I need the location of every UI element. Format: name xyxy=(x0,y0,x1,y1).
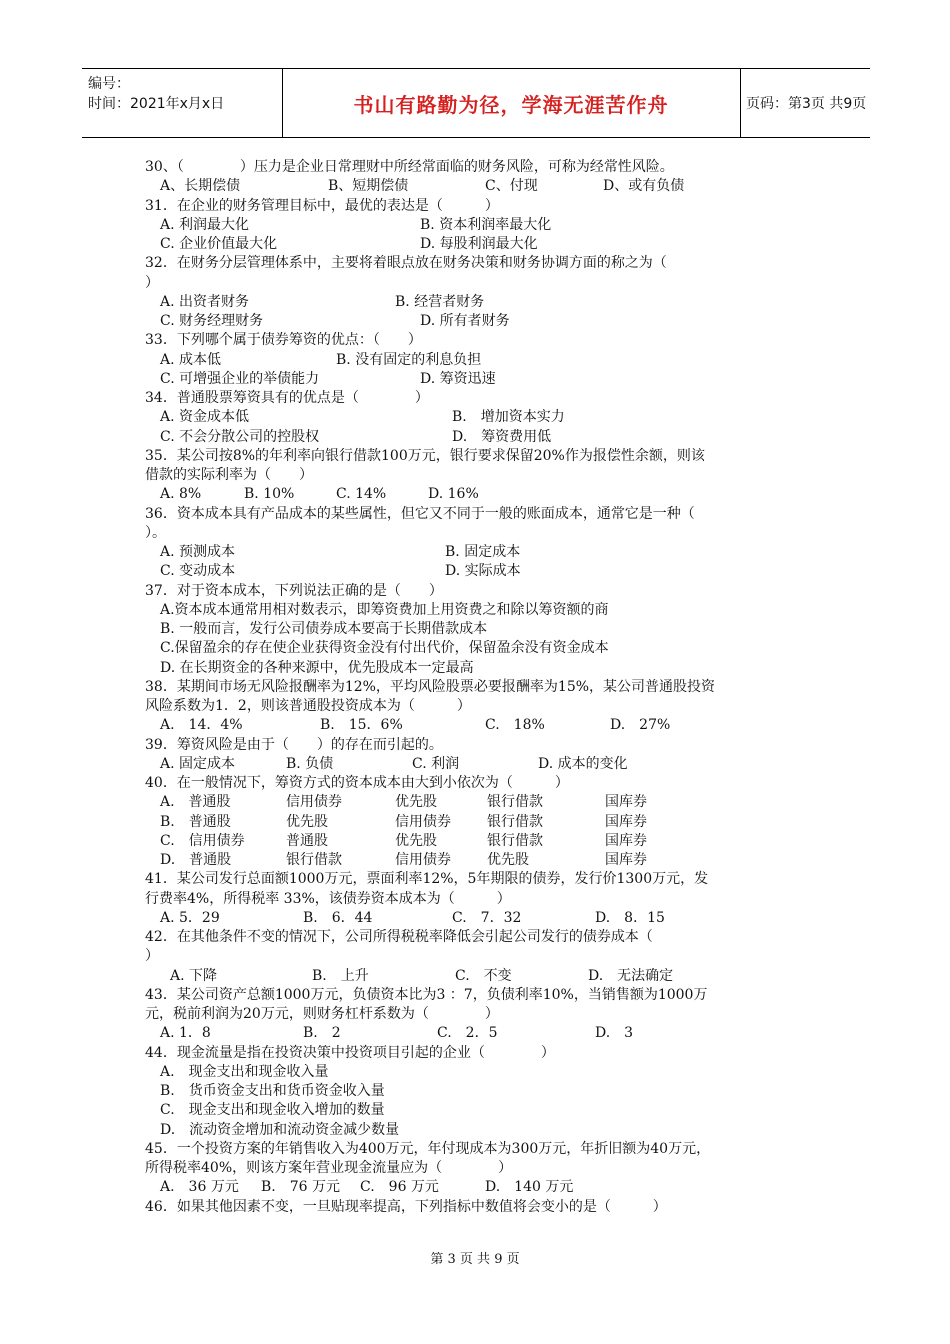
question-line: 42．在其他条件不变的情况下，公司所得税税率降低会引起公司发行的债券成本（ xyxy=(145,929,653,945)
option-text: 信用债券 xyxy=(286,794,342,811)
option-text: 优先股 xyxy=(395,794,437,811)
option-text: C. 7．32 xyxy=(452,909,522,926)
question-line: 借款的实际利率为（ ） xyxy=(145,467,313,483)
option-text: A. 36 万元 xyxy=(160,1179,239,1196)
question-line: 30、（ ）压力是企业日常理财中所经常面临的财务风险，可称为经常性风险。 xyxy=(145,159,674,175)
option-text: B. 普通股 xyxy=(160,813,231,830)
option-text: A. 1．8 xyxy=(160,1025,211,1042)
option-text: C. 不会分散公司的控股权 xyxy=(160,428,320,445)
option-text: C. 信用债券 xyxy=(160,832,245,849)
option-text: A. 资金成本低 xyxy=(160,409,250,426)
date-label: 时间：2021年x月x日 xyxy=(88,96,225,112)
option-text: D. 3 xyxy=(595,1025,634,1042)
option-text: 优先股 xyxy=(286,813,328,830)
option-row xyxy=(145,177,815,196)
question-line: 45．一个投资方案的年销售收入为400万元，年付现成本为300万元，年折旧额为40万元， xyxy=(145,1140,711,1157)
option-text: A. 预测成本 xyxy=(160,544,236,560)
question-line: 38．某期间市场无风险报酬率为12%，平均风险股票必要报酬率为15%，某公司普通股投资 xyxy=(145,678,716,695)
option-text: 优先股 xyxy=(395,832,437,849)
question-line: ） xyxy=(145,948,159,965)
header-left-cell xyxy=(82,69,283,137)
option-row xyxy=(145,543,815,562)
question-line: ）。 xyxy=(145,524,166,541)
option-text: D、或有负债 xyxy=(603,178,685,195)
question-line: C. 现金支出和现金收入增加的数量 xyxy=(160,1102,385,1119)
option-text: C. 96 万元 xyxy=(360,1179,439,1196)
option-text: 普通股 xyxy=(286,832,328,849)
option-text: 银行借款 xyxy=(487,813,543,830)
question-line: 34．普通股票筹资具有的优点是（ ） xyxy=(145,390,429,406)
option-text: D. 无法确定 xyxy=(588,967,674,984)
option-text: A. 出资者财务 xyxy=(160,293,250,310)
option-text: D. 所有者财务 xyxy=(420,313,510,329)
option-text: 国库券 xyxy=(605,813,647,830)
question-line: A. 现金支出和现金收入量 xyxy=(160,1063,329,1080)
option-text: D. 140 万元 xyxy=(485,1179,574,1196)
option-row xyxy=(145,832,815,851)
motto-text: 书山有路勤为径，学海无涯苦作舟 xyxy=(353,92,669,117)
option-text: D. 16% xyxy=(428,486,479,503)
question-line: 40．在一般情况下，筹资方式的资本成本由大到小依次为（ ） xyxy=(145,775,569,791)
question-line: ） xyxy=(145,274,159,291)
option-text: D. 8．15 xyxy=(595,909,665,926)
question-line: 37．对于资本成本，下列说法正确的是（ ） xyxy=(145,582,443,599)
option-text: 信用债券 xyxy=(395,852,451,868)
option-row xyxy=(145,716,815,735)
option-text: B. 没有固定的利息负担 xyxy=(336,351,482,368)
option-text: B. 6．44 xyxy=(303,909,373,926)
question-line: 所得税率40%，则该方案年营业现金流量应为（ ） xyxy=(145,1160,513,1176)
option-text: C. 14% xyxy=(336,486,387,503)
question-line: 31．在企业的财务管理目标中，最优的表达是（ ） xyxy=(145,197,499,214)
header-motto-cell xyxy=(282,69,741,137)
option-row xyxy=(145,370,815,389)
option-text: D. 实际成本 xyxy=(445,563,521,580)
option-text: 国库券 xyxy=(605,794,647,811)
option-text: D. 27% xyxy=(610,717,671,734)
option-text: A. 固定成本 xyxy=(160,755,236,772)
question-line: C.保留盈余的存在使企业获得资金没有付出代价，保留盈余没有资金成本 xyxy=(160,640,609,657)
question-line: D. 流动资金增加和流动资金减少数量 xyxy=(160,1121,400,1138)
question-content xyxy=(145,158,815,1217)
option-row xyxy=(145,485,815,504)
option-row xyxy=(145,813,815,832)
option-text: 信用债券 xyxy=(395,813,451,830)
option-text: A. 利润最大化 xyxy=(160,216,250,233)
option-row xyxy=(145,562,815,581)
page-header xyxy=(82,68,870,138)
option-text: A. 成本低 xyxy=(160,351,222,368)
option-text: A. 5．29 xyxy=(160,909,220,926)
option-row xyxy=(145,216,815,235)
option-text: B. 增加资本实力 xyxy=(452,409,565,426)
option-row xyxy=(145,1178,815,1197)
option-row xyxy=(145,351,815,370)
option-text: B. 资本利润率最大化 xyxy=(420,216,552,233)
option-row xyxy=(145,793,815,812)
option-text: C. 财务经理财务 xyxy=(160,313,264,329)
option-text: D. 每股利润最大化 xyxy=(420,236,538,252)
option-text: C. 2．5 xyxy=(437,1025,498,1042)
option-row xyxy=(145,755,815,774)
option-text: C、付现 xyxy=(485,178,538,195)
option-text: A. 下降 xyxy=(170,967,218,984)
question-line: 行费率4%，所得税率 33%，该债券资本成本为（ ） xyxy=(145,890,511,907)
question-line: 43．某公司资产总额1000万元，负债资本比为3 ：7，负债利率10%，当销售额为1000万 xyxy=(145,986,708,1003)
option-text: A. 8% xyxy=(160,486,202,503)
option-text: C. 利润 xyxy=(412,755,460,772)
option-row xyxy=(145,312,815,331)
option-text: 优先股 xyxy=(487,852,529,868)
page-info: 页码：第3页 共9页 xyxy=(746,96,867,112)
option-text: B. 10% xyxy=(244,486,295,503)
option-row xyxy=(145,851,815,870)
question-line: 风险系数为1．2，则该普通股投资成本为（ ） xyxy=(145,698,471,714)
question-line: B. 货币资金支出和货币资金收入量 xyxy=(160,1083,385,1099)
option-text: B. 负债 xyxy=(286,755,334,772)
option-text: B. 2 xyxy=(303,1025,341,1042)
option-text: B. 上升 xyxy=(312,967,369,984)
option-text: 银行借款 xyxy=(286,852,342,868)
option-text: D. 筹资迅速 xyxy=(420,370,496,387)
option-text: C. 变动成本 xyxy=(160,563,236,580)
option-row xyxy=(145,408,815,427)
option-row xyxy=(145,909,815,928)
option-text: A. 14．4% xyxy=(160,717,243,734)
option-text: C. 18% xyxy=(485,717,545,734)
option-text: 银行借款 xyxy=(487,794,543,811)
question-line: 39．筹资风险是由于（ ）的存在而引起的。 xyxy=(145,736,443,753)
page-footer: 第 3 页 共 9 页 xyxy=(430,1252,520,1267)
question-line: 35．某公司按8%的年利率向银行借款100万元，银行要求保留20%作为报偿性余额，则该 xyxy=(145,447,705,464)
question-line: 32．在财务分层管理体系中，主要将着眼点放在财务决策和财务协调方面的称之为（ xyxy=(145,255,667,272)
serial-label: 编号： xyxy=(88,76,130,92)
option-text: C. 不变 xyxy=(455,967,512,984)
option-row xyxy=(145,235,815,254)
option-text: B、短期偿债 xyxy=(328,178,409,195)
question-line: 元，税前利润为20万元，则财务杠杆系数为（ ） xyxy=(145,1006,499,1022)
option-text: C. 企业价值最大化 xyxy=(160,236,278,252)
option-row xyxy=(145,967,815,986)
question-line: 46．如果其他因素不变，一旦贴现率提高，下列指标中数值将会变小的是（ ） xyxy=(145,1198,667,1215)
option-text: A. 普通股 xyxy=(160,794,231,811)
option-text: 国库券 xyxy=(605,852,647,868)
option-row xyxy=(145,428,815,447)
option-row xyxy=(145,1024,815,1043)
option-text: A、长期偿债 xyxy=(160,178,241,195)
option-text: C. 可增强企业的举债能力 xyxy=(160,370,320,387)
question-line: 36．资本成本具有产品成本的某些属性，但它又不同于一般的账面成本，通常它是一种（ xyxy=(145,505,695,522)
question-line: 44．现金流量是指在投资决策中投资项目引起的企业（ ） xyxy=(145,1044,555,1061)
question-line: 33．下列哪个属于债券筹资的优点：（ ） xyxy=(145,332,422,349)
option-text: D. 成本的变化 xyxy=(538,755,628,772)
option-text: B. 76 万元 xyxy=(261,1179,341,1196)
option-text: B. 固定成本 xyxy=(445,544,521,560)
option-text: D. 普通股 xyxy=(160,852,232,868)
option-text: B. 15．6% xyxy=(320,717,403,734)
question-line: B. 一般而言，发行公司债券成本要高于长期借款成本 xyxy=(160,621,488,637)
question-line: A.资本成本通常用相对数表示，即筹资费加上用资费之和除以筹资额的商 xyxy=(160,601,609,618)
question-line: 41．某公司发行总面额1000万元，票面利率12%，5年期限的债券，发行价1300万元，发 xyxy=(145,871,709,888)
option-text: 银行借款 xyxy=(487,832,543,849)
option-text: D. 筹资费用低 xyxy=(452,428,552,445)
question-line: D. 在长期资金的各种来源中，优先股成本一定最高 xyxy=(160,659,474,676)
header-page-cell xyxy=(740,69,876,137)
option-text: B. 经营者财务 xyxy=(395,293,485,310)
option-text: 国库券 xyxy=(605,832,647,849)
option-row xyxy=(145,293,815,312)
